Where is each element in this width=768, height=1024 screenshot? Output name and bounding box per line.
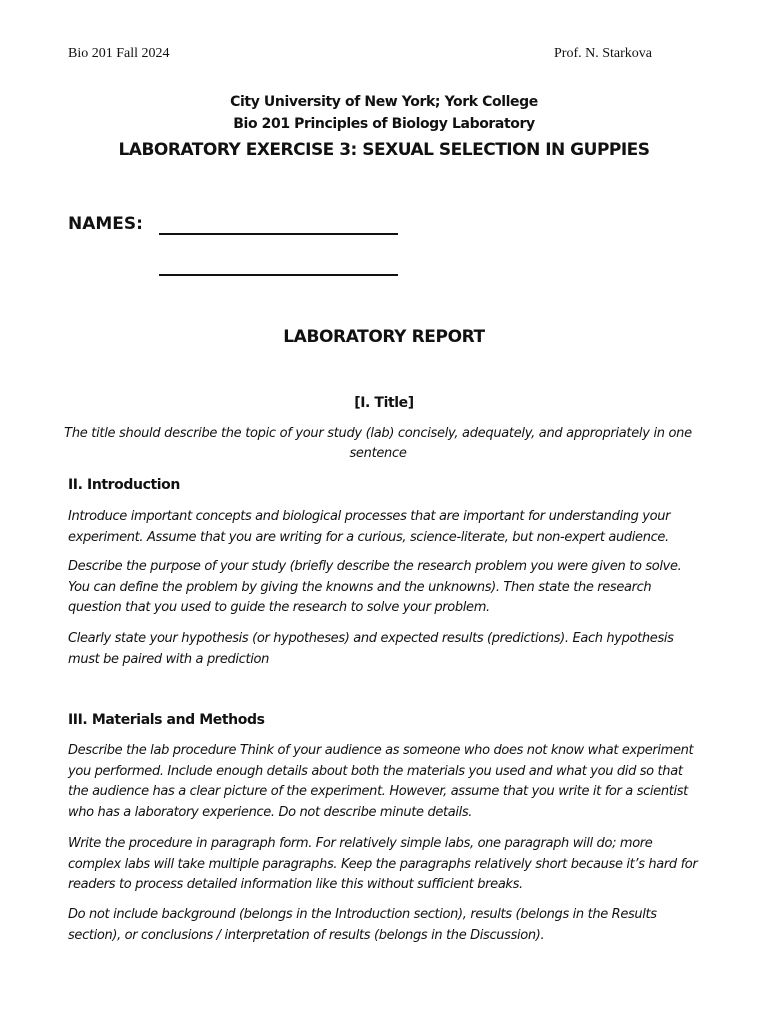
introduction-paragraph: Clearly state your hypothesis (or hypotheses) and expected results (predictions). Each hypothesis must be paired with a prediction <box>68 631 674 667</box>
course-name: Bio 201 Principles of Biology Laboratory <box>233 116 535 132</box>
methods-paragraph: Do not include background (belongs in the Introduction section), results (belongs in the Results section), or conclusions / interpretation of results (belongs in the Discussion). <box>68 907 657 943</box>
page-header <box>68 46 652 66</box>
introduction-paragraph: Introduce important concepts and biological processes that are important for understanding your experiment. Assume that you are writing for a curious, science-literate, but non-expert audience. <box>68 509 671 545</box>
instructor-name: Prof. N. Starkova <box>554 46 652 61</box>
course-term: Bio 201 Fall 2024 <box>68 46 170 61</box>
exercise-title: LABORATORY EXERCISE 3: SEXUAL SELECTION IN GUPPIES <box>118 140 650 160</box>
section-introduction-heading: II. Introduction <box>68 477 180 493</box>
methods-paragraph: Describe the lab procedure Think of your audience as someone who does not know what experiment you performed. Include enough details about both the materials you used and what you did so that the audience has a clear picture of the experiment. However, assume that you write it for a scientist who has a laboratory experience. Do not describe minute details. <box>68 743 694 820</box>
section-title-description: The title should describe the topic of your study (lab) concisely, adequately, and appropriately in one sentence <box>64 426 692 461</box>
methods-paragraph: Write the procedure in paragraph form. For relatively simple labs, one paragraph will do; more complex labs will take multiple paragraphs. Keep the paragraphs relatively short because it’s hard for readers to process detailed information like this without sufficient breaks. <box>68 836 698 892</box>
section-title-heading: [I. Title] <box>354 395 414 411</box>
introduction-paragraph: Describe the purpose of your study (briefly describe the research problem you were given to solve. You can define the problem by giving the knowns and the unknowns). Then state the research question that you used to guide the research to solve your problem. <box>68 559 682 615</box>
report-title: LABORATORY REPORT <box>283 327 485 347</box>
name-blank-line-2 <box>159 274 398 276</box>
name-blank-line-1 <box>159 233 398 235</box>
institution-name: City University of New York; York College <box>230 94 538 110</box>
names-label: NAMES: <box>68 214 143 234</box>
section-methods-heading: III. Materials and Methods <box>68 712 265 728</box>
